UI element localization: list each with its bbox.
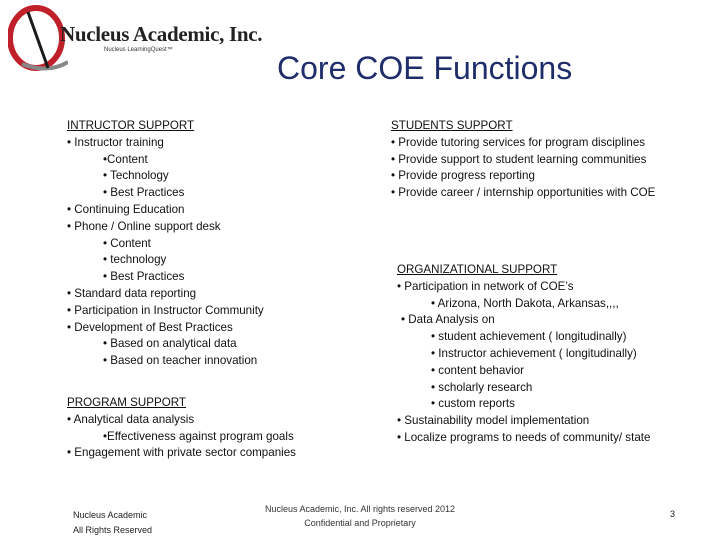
list-item: • Sustainability model implementation [397, 414, 590, 428]
footer-left-line2: All Rights Reserved [73, 525, 153, 535]
list-item: • Best Practices [103, 186, 185, 200]
logo-swoosh-icon [8, 4, 68, 76]
list-item: • Based on analytical data [103, 337, 237, 351]
list-item: •Effectiveness against program goals [103, 429, 294, 443]
list-item: • Analytical data analysis [67, 412, 195, 426]
logo-name: Nucleus Academic, Inc. [60, 22, 263, 46]
list-item: • Provide tutoring services for program disciplines [391, 135, 646, 149]
list-item: • Participation in network of COE’s [397, 279, 574, 293]
list-item: • technology [103, 253, 167, 267]
list-item: •Content [103, 152, 148, 166]
nucleus-logo [8, 4, 263, 76]
list-item: • Participation in Instructor Community [67, 303, 264, 317]
instructor-support-heading: INTRUCTOR SUPPORT [67, 119, 195, 132]
page-number: 3 [670, 509, 676, 519]
list-item: • custom reports [431, 397, 515, 411]
list-item: • Provide career / internship opportunities with COE [391, 186, 656, 200]
footer-copyright: Nucleus Academic, Inc. All rights reserved 2012 [264, 504, 456, 514]
footer-left [73, 508, 152, 538]
list-item: • Standard data reporting [67, 286, 197, 300]
students-support-section [391, 118, 655, 202]
list-item: • Localize programs to needs of community/ state [397, 430, 651, 444]
footer-center [240, 502, 480, 530]
list-item: • Best Practices [103, 270, 185, 284]
program-support-heading: PROGRAM SUPPORT [67, 396, 186, 409]
program-support-section [67, 395, 296, 462]
page-title: Core COE Functions [277, 50, 573, 86]
organizational-support-section [397, 262, 650, 447]
list-item: • scholarly research [431, 380, 533, 394]
list-item: • Provide support to student learning communities [391, 152, 647, 166]
list-item: • Content [103, 236, 151, 250]
list-item: • Based on teacher innovation [103, 354, 258, 368]
footer-confidential: Confidential and Proprietary [304, 518, 416, 528]
list-item: • Provide progress reporting [391, 169, 535, 183]
list-item: • Phone / Online support desk [67, 219, 221, 233]
list-item: • student achievement ( longitudinally) [431, 330, 627, 344]
instructor-support-section [67, 118, 264, 370]
organizational-support-heading: ORGANIZATIONAL SUPPORT [397, 263, 558, 276]
list-item: • content behavior [431, 363, 525, 377]
footer-left-line1: Nucleus Academic [73, 510, 148, 520]
list-item: • Data Analysis on [401, 313, 495, 327]
logo-tagline: Nucleus LearningQuest™ [104, 47, 173, 53]
list-item: • Technology [103, 169, 169, 183]
list-item: • Arizona, North Dakota, Arkansas,,,, [431, 296, 619, 310]
students-support-heading: STUDENTS SUPPORT [391, 119, 513, 132]
list-item: • Instructor training [67, 135, 164, 149]
list-item: • Engagement with private sector companies [67, 446, 296, 460]
list-item: • Instructor achievement ( longitudinally) [431, 346, 637, 360]
list-item: • Continuing Education [67, 202, 185, 216]
list-item: • Development of Best Practices [67, 320, 233, 334]
